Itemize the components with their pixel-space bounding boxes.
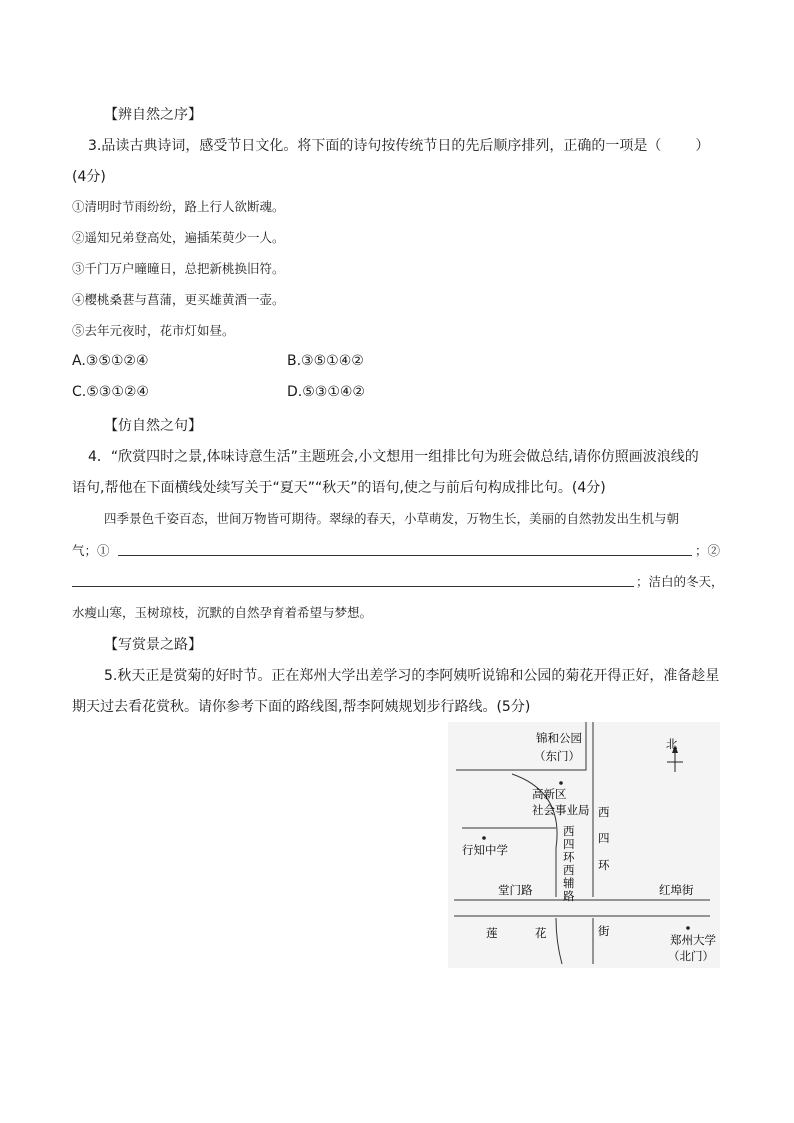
q5-stem-line2: 期天过去看花赏秋。请你参考下面的路线图,帮李阿姨规划步行路线。(5分) bbox=[72, 699, 531, 715]
lianhua-street-char-3: 街 bbox=[598, 924, 610, 938]
lianhua-street-char-2: 花 bbox=[535, 926, 547, 940]
university-name-label: 郑州大学 bbox=[670, 933, 716, 947]
q4-passage-line3-end: ；洁白的冬天， bbox=[636, 574, 724, 589]
bureau-label-line2: 社会事业局 bbox=[532, 803, 590, 817]
route-map bbox=[448, 722, 720, 968]
q4-stem-line1: 4．“欣赏四时之景,体味诗意生活”主题班会,小文想用一组排比句为班会做总结,请你仿照画波浪线的 bbox=[88, 449, 699, 465]
q3-option-d[interactable]: D.⑤③①④② bbox=[287, 384, 365, 400]
section-heading-5: 【写赏景之路】 bbox=[104, 637, 202, 653]
tangmen-road-label: 堂门路 bbox=[498, 883, 533, 897]
q5-stem-line1: 5.秋天正是赏菊的好时节。正在郑州大学出差学习的李阿姨听说锦和公园的菊花开得正好，准备趁星 bbox=[104, 668, 720, 684]
q3-poem-3: ③千门万户曈曈日，总把新桃换旧符。 bbox=[72, 261, 285, 276]
park-name-label: 锦和公园 bbox=[536, 731, 582, 745]
aux-road-char-1: 西 bbox=[563, 824, 575, 838]
q3-score: (4分) bbox=[72, 169, 106, 185]
q3-poem-1: ①清明时节雨纷纷，路上行人欲断魂。 bbox=[72, 199, 285, 214]
q4-stem-line2: 语句,帮他在下面横线处续写关于“夏天”“秋天”的语句,使之与前后句构成排比句。(4分) bbox=[72, 480, 606, 496]
aux-road-char-3: 环 bbox=[563, 850, 575, 864]
q3-poem-4: ④樱桃桑葚与菖蒲，更买雄黄酒一壶。 bbox=[72, 292, 285, 307]
school-point bbox=[482, 836, 486, 840]
aux-road-char-2: 四 bbox=[563, 837, 575, 851]
university-point bbox=[686, 926, 690, 930]
bureau-label-line1: 高新区 bbox=[532, 787, 567, 801]
park-gate-label: （东门） bbox=[534, 749, 580, 763]
q4-passage-line4: 水瘦山寒，玉树琼枝，沉默的自然孕育着希望与梦想。 bbox=[72, 605, 373, 620]
aux-road-char-4: 西 bbox=[563, 863, 575, 877]
q3-poem-2: ②遥知兄弟登高处，遍插茱萸少一人。 bbox=[72, 230, 285, 245]
west-4th-ring-char-2: 四 bbox=[598, 831, 610, 845]
q3-paren-close: ） bbox=[695, 138, 710, 154]
q4-passage-line1: 四季景色千姿百态，世间万物皆可期待。翠绿的春天，小草萌发，万物生长，美丽的自然勃发出生机与朝 bbox=[104, 511, 680, 526]
section-heading-3: 【辨自然之序】 bbox=[104, 107, 202, 123]
q3-poem-5: ⑤去年元夜时，花市灯如昼。 bbox=[72, 323, 235, 338]
q3-option-b[interactable]: B.③⑤①④② bbox=[287, 353, 364, 369]
route-map-drawing bbox=[448, 722, 720, 968]
q4-answer-blank-2[interactable] bbox=[72, 586, 634, 587]
q3-stem bbox=[88, 135, 709, 155]
q3-option-a[interactable]: A.③⑤①②④ bbox=[72, 353, 149, 369]
q4-passage-line2-end: ；② bbox=[695, 543, 721, 558]
q3-option-c[interactable]: C.⑤③①②④ bbox=[72, 384, 149, 400]
q4-passage-line2-start: 气；① bbox=[72, 543, 110, 558]
q4-answer-blank-1[interactable] bbox=[118, 555, 692, 556]
north-label: 北 bbox=[666, 737, 678, 751]
bureau-point bbox=[559, 781, 563, 785]
west-4th-ring-char-3: 环 bbox=[598, 858, 610, 872]
hongfu-street-label: 红埠街 bbox=[659, 883, 694, 897]
q3-stem-text: 3.品读古典诗词，感受节日文化。将下面的诗句按传统节日的先后顺序排列，正确的一项是（ bbox=[88, 138, 662, 154]
aux-road-char-5: 辅 bbox=[563, 876, 575, 890]
aux-road-char-6: 路 bbox=[563, 889, 575, 903]
west-4th-ring-char-1: 西 bbox=[598, 805, 610, 819]
school-label: 行知中学 bbox=[462, 843, 508, 857]
section-heading-4: 【仿自然之句】 bbox=[104, 418, 202, 434]
university-gate-label: （北门） bbox=[668, 949, 714, 963]
lianhua-street-char-1: 莲 bbox=[486, 926, 498, 940]
